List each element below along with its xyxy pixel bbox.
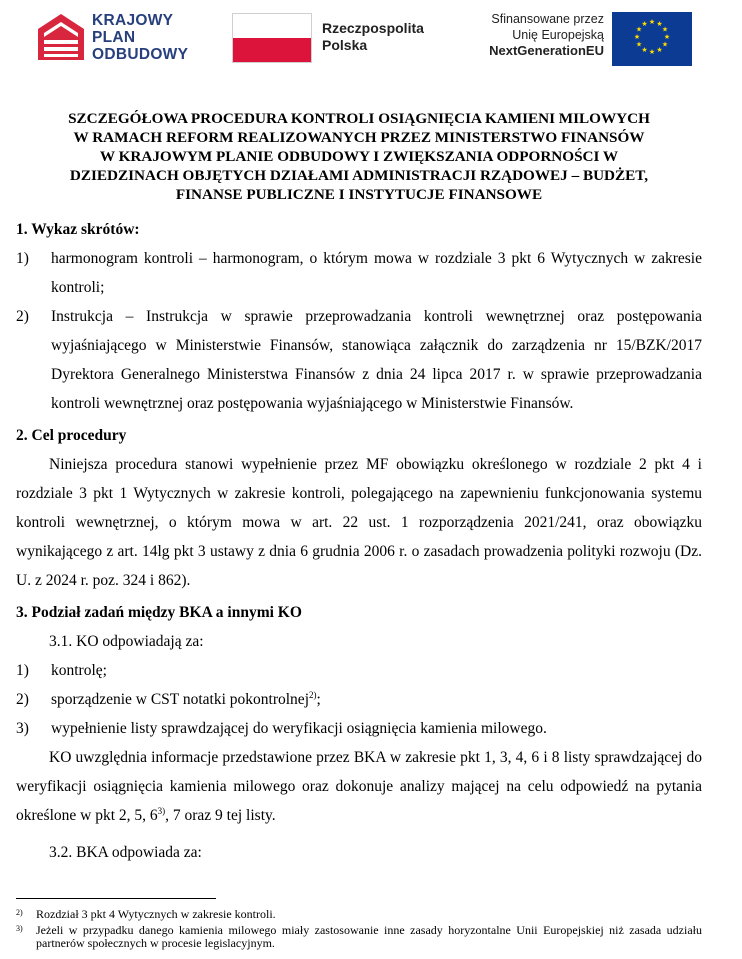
list-text: wypełnienie listy sprawdzającej do weryfikacji osiągnięcia kamienia milowego.	[51, 720, 547, 737]
eu-logo-line: Unię Europejską	[512, 27, 604, 42]
footnote-text: Rozdział 3 pkt 4 Wytycznych w zakresie kontroli.	[36, 907, 276, 921]
poland-logo-line: Rzeczpospolita	[322, 20, 424, 36]
title-line: W KRAJOWYM PLANIE ODBUDOWY I ZWIĘKSZANIA ODPORNOŚCI W	[99, 148, 619, 165]
paragraph-text: KO uwzględnia informacje przedstawione przez BKA w zakresie pkt 1, 3, 4, 6 i 8 listy sprawdzającej do weryfikacji osiągnięcia kamienia milowego oraz dokonuje analizy mającej na celu odpowiedź na pytania określone w pkt 2, 5, 6	[16, 749, 702, 824]
title-line: DZIEDZINACH OBJĘTYCH DZIAŁAMI ADMINISTRACJI RZĄDOWEJ – BUDŻET,	[69, 167, 649, 184]
poland-logo	[232, 13, 442, 63]
svg-text:★: ★	[656, 46, 663, 54]
polish-flag-icon	[232, 13, 312, 63]
list-item	[16, 685, 702, 714]
section-heading: 3. Podział zadań między BKA a innymi KO	[16, 604, 302, 621]
svg-text:★: ★	[648, 48, 656, 56]
svg-text:★: ★	[661, 25, 669, 34]
kpo-emblem-icon	[36, 12, 86, 62]
list-item	[16, 244, 702, 302]
footnote-ref[interactable]: 2)	[309, 689, 317, 700]
list-item	[16, 656, 702, 685]
footnote	[16, 924, 702, 950]
footnote	[16, 908, 702, 921]
svg-text:★: ★	[641, 46, 648, 54]
title-line: SZCZEGÓŁOWA PROCEDURA KONTROLI OSIĄGNIĘCIA KAMIENI MILOWYCH	[68, 110, 650, 127]
document-body	[16, 100, 702, 867]
footnote-text: Jeżeli w przypadku danego kamienia milowego miały zastosowanie inne zasady horyzontalne Unii Europejskiej niż zasada udziału partnerów społecznych w procesie legislacyjnym.	[36, 923, 702, 950]
footnote-ref[interactable]: 3)	[157, 805, 166, 816]
svg-text:★: ★	[661, 40, 669, 49]
section-heading: 2. Cel procedury	[16, 427, 127, 444]
logo-bar	[0, 0, 742, 80]
svg-text:★: ★	[663, 33, 671, 41]
paragraph: Niniejsza procedura stanowi wypełnienie przez MF obowiązku określonego w rozdziale 2 pkt 4 i rozdziale 3 pkt 1 Wytycznych w zakresie kontroli, polegającego na zapewnieniu funkcjonowania systemu kontroli wewnętrznej, o którym mowa w art. 22 ust. 1 rozporządzenia 2021/241, oraz obowiązku wynikającego z art. 14lg pkt 3 ustawy z dnia 6 grudnia 2006 r. o zasadach prowadzenia polityki rozwoju (Dz. U. z 2024 r. poz. 324 i 862).	[16, 456, 702, 589]
list-text-tail: ;	[316, 691, 321, 708]
paragraph	[16, 743, 702, 830]
list-text: kontrolę;	[51, 662, 107, 679]
title-line: W RAMACH REFORM REALIZOWANYCH PRZEZ MINISTERSTWO FINANSÓW	[73, 129, 645, 146]
paragraph-text: , 7 oraz 9 tej listy.	[165, 807, 276, 824]
kpo-logo-line: KRAJOWY	[92, 12, 174, 29]
list-number: 2)	[16, 308, 29, 325]
eu-flag-icon	[612, 12, 692, 66]
footnote-mark: 3)	[16, 924, 23, 933]
subsection-heading: 3.2. BKA odpowiada za:	[49, 844, 202, 861]
list-text: harmonogram kontroli – harmonogram, o którym mowa w rozdziale 3 pkt 6 Wytycznych w zakresie kontroli;	[51, 250, 702, 296]
svg-text:★: ★	[648, 18, 656, 26]
list-text: Instrukcja – Instrukcja w sprawie przeprowadzania kontroli wewnętrznej oraz postępowania wyjaśniającego w Ministerstwie Finansów, stanowiąca załącznik do zarządzenia nr 15/BZK/2017 Dyrektora Generalnego Ministerstwa Finansów z dnia 24 lipca 2017 r. w sprawie przeprowadzania kontroli wewnętrznej oraz postępowania wyjaśniającego w Ministerstwie Finansów.	[51, 308, 702, 412]
eu-logo-line: NextGenerationEU	[489, 43, 604, 58]
section-heading: 1. Wykaz skrótów:	[16, 221, 140, 238]
list-number: 2)	[16, 691, 29, 708]
eu-logo-line: Sfinansowane przez	[491, 12, 604, 26]
svg-text:★: ★	[641, 20, 648, 28]
title-line: FINANSE PUBLICZNE I INSTYTUCJE FINANSOWE	[175, 186, 543, 203]
eu-funding-text	[464, 12, 604, 59]
kpo-logo-line: ODBUDOWY	[92, 46, 189, 63]
kpo-logo-line: PLAN	[92, 29, 136, 46]
list-item	[16, 714, 702, 743]
list-text: sporządzenie w CST notatki pokontrolnej	[51, 691, 309, 708]
svg-text:★: ★	[656, 20, 663, 28]
svg-text:★: ★	[635, 40, 643, 49]
list-item	[16, 302, 702, 418]
subsection-heading: 3.1. KO odpowiadają za:	[49, 633, 204, 650]
svg-text:★: ★	[635, 25, 643, 34]
svg-text:★: ★	[633, 33, 641, 41]
document-title	[16, 109, 702, 204]
kpo-logo	[36, 12, 206, 64]
list-number: 1)	[16, 662, 29, 679]
list-number: 1)	[16, 250, 29, 267]
footnote-separator	[16, 898, 216, 899]
poland-logo-line: Polska	[322, 37, 368, 53]
list-number: 3)	[16, 720, 29, 737]
footnote-mark: 2)	[16, 908, 23, 917]
